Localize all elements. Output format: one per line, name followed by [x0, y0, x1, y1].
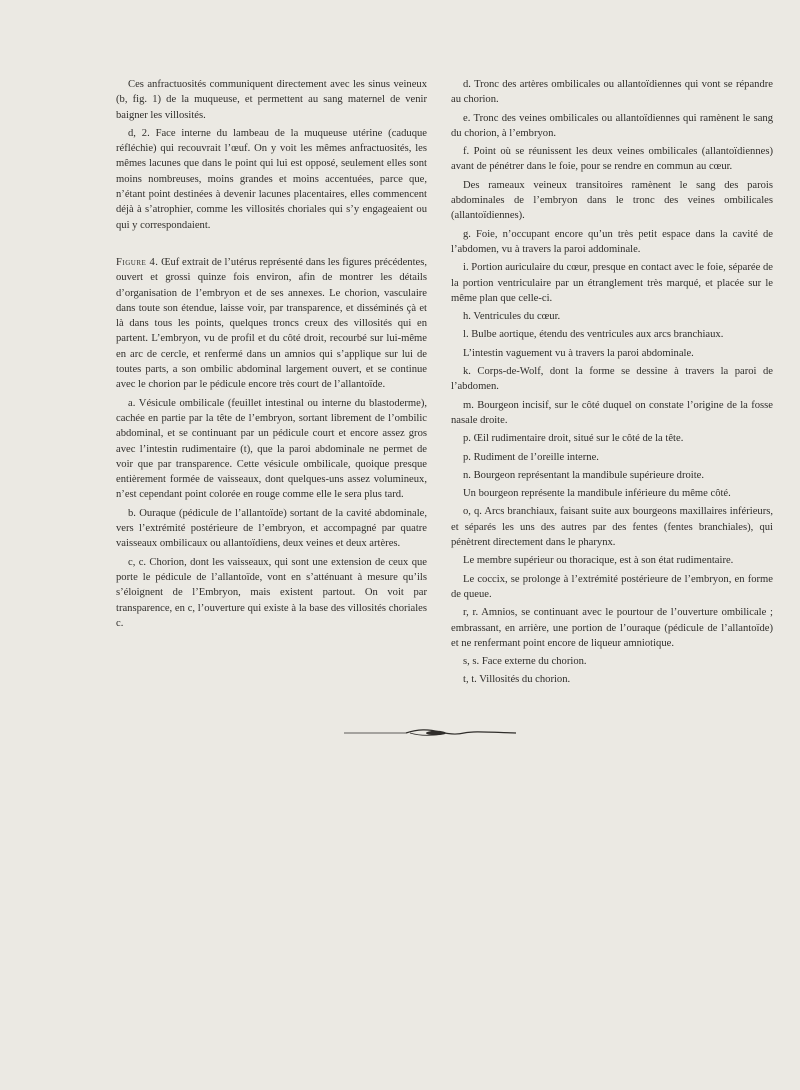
figure-description: Œuf extrait de l’utérus représenté dans les figures précédentes, ouvert et grossi quinze fois environ, afin de montrer les détails d’organisation de l’embryon et de ses annexes. Le chorion, vasculaire dans toute son étendue, laisse voir, par transparence, et disséminés çà et là dans tous les points, quelques troncs creux des villosités qui en partent. L’embryon, vu de profil et du côté droit, recourbé sur lui-même en arc de cercle, et renfermé dans un amnios qui s’applique sur lui de toutes parts, a son ombilic abdominal largement ouvert, et se continue avec le chorion par le pédicule encore très court de l’allantoïde.	[116, 256, 427, 391]
paragraph: e. Tronc des veines ombilicales ou allantoïdiennes qui ramènent le sang du chorion, à l’embryon.	[451, 112, 773, 139]
left-column	[116, 77, 427, 634]
paragraph: Le coccix, se prolonge à l’extrémité postérieure de l’embryon, en forme de queue.	[451, 573, 773, 600]
paragraph: b. Ouraque (pédicule de l’allantoïde) sortant de la cavité abdominale, vers l’extrémité postérieure de l’embryon, et accompagné par quatre vaisseaux ombilicaux ou allantoïdiens, deux veines et deux artères.	[116, 507, 427, 550]
paragraph: i. Portion auriculaire du cœur, presque en contact avec le foie, séparée de la portion ventriculaire par un étranglement très marqué, et placée sur le même plan que celle-ci.	[451, 262, 773, 304]
paragraph: g. Foie, n’occupant encore qu’un très petit espace dans la cavité de l’abdomen, vu à travers la paroi addominale.	[451, 228, 773, 255]
paragraph: l. Bulbe aortique, étendu des ventricules aux arcs branchiaux.	[463, 329, 724, 341]
paragraph: h. Ventricules du cœur.	[463, 311, 561, 323]
figure-4-paragraph	[116, 255, 427, 393]
right-column	[451, 77, 773, 691]
paragraph: p. Œil rudimentaire droit, situé sur le côté de la tête.	[463, 433, 684, 445]
paragraph: t, t. Villosités du chorion.	[463, 674, 571, 686]
paragraph: o, q. Arcs branchiaux, faisant suite aux bourgeons maxillaires inférieurs, et séparés les uns des autres par des fentes (fentes branchiales), qui pénètrent directement dans le pharynx.	[451, 506, 773, 549]
paragraph: m. Bourgeon incisif, sur le côté duquel on constate l’origine de la fosse nasale droite.	[451, 399, 773, 426]
paragraph: Un bourgeon représente la mandibule inférieure du même côté.	[463, 488, 731, 500]
paragraph: L’intestin vaguement vu à travers la paroi abdominale.	[463, 347, 694, 359]
paragraph: f. Point où se réunissent les deux veines ombilicales (allantoïdiennes) avant de pénétrer dans le foie, pour se rendre en commun au cœur.	[451, 146, 773, 173]
paragraph: Des rameaux veineux transitoires ramènent le sang des parois abdominales de l’embryon dans le tronc des veines ombilicales (allantoïdiennes).	[451, 179, 773, 222]
paragraph: p. Rudiment de l’oreille interne.	[463, 451, 599, 463]
figure-label: Figure 4.	[116, 256, 159, 268]
paragraph: d, 2. Face interne du lambeau de la muqueuse utérine (caduque réfléchie) qui recouvrait l’œuf. On y voit les mêmes anfractuosités, les mêmes lacunes que dans le point qui lui est opposé, seulement elles sont moins nombreuses, moins grandes et moins accentuées, parce que, n’étant point destinées à devenir lacunes placentaires, elles commencent déjà à s’atrophier, comme les villosités choriales qui s’y engageaient ou qui y correspondaient.	[116, 127, 427, 231]
paragraph: s, s. Face externe du chorion.	[463, 656, 587, 668]
tailpiece-ornament	[344, 727, 516, 739]
paragraph: Ces anfractuosités communiquent directement avec les sinus veineux (b, fig. 1) de la muqueuse, et permettent au sang maternel de venir baigner les villosités.	[116, 79, 427, 121]
paragraph: c, c. Chorion, dont les vaisseaux, qui sont une extension de ceux que porte le pédicule de l’allantoïde, vont en s’atténuant à mesure qu’ils s’éloignent de l’Embryon, mais existent partout. On voit par transparence, en c, l’ouverture qui existe à la base des villosités choriales c.	[116, 556, 427, 629]
paragraph: r, r. Amnios, se continuant avec le pourtour de l’ouverture ombilicale ; embrassant, en arrière, une portion de l’ouraque (pédicule de l’allantoïde) et ne renfermant point encore de liqueur amniotique.	[451, 607, 773, 649]
paragraph: Le membre supérieur ou thoracique, est à son état rudimentaire.	[463, 555, 734, 567]
paragraph: k. Corps-de-Wolf, dont la forme se dessine à travers la paroi de l’abdomen.	[451, 366, 773, 393]
paragraph: n. Bourgeon représentant la mandibule supérieure droite.	[463, 469, 705, 481]
paragraph: d. Tronc des artères ombilicales ou allantoïdiennes qui vont se répandre au chorion.	[451, 79, 773, 106]
paragraph: a. Vésicule ombilicale (feuillet intestinal ou interne du blastoderme), cachée en partie par la tête de l’embryon, sortant librement de l’ombilic abdominal, et se continuant par un pédicule court et encore assez gros avec l’intestin rudimentaire (t), que la paroi abdominale ne permet de voir que par transparence. Cette vésicule ombilicale, quoique presque entièrement formée de vaisseaux, dont quelques-uns assez volumineux, n’est cependant point colorée en rouge comme elle le sera plus tard.	[116, 397, 427, 501]
